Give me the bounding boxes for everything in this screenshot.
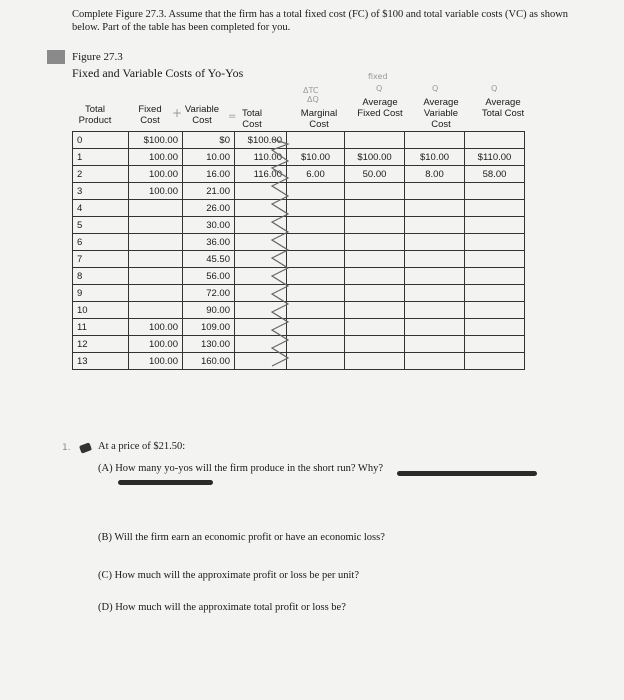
table-row: [73, 268, 525, 285]
table-cell: [405, 285, 465, 302]
table-cell: $110.00: [465, 149, 525, 166]
table-cell: [345, 336, 405, 353]
table-cell: 36.00: [183, 234, 235, 251]
table-cell: [129, 234, 183, 251]
scribble-mark: [397, 471, 537, 476]
table-cell: [405, 319, 465, 336]
table-cell: [287, 200, 345, 217]
table-row: [73, 285, 525, 302]
table-cell: [405, 183, 465, 200]
annotation-delta-q: ΔQ: [307, 95, 319, 104]
table-cell: 6: [73, 234, 129, 251]
table-cell: 100.00: [129, 336, 183, 353]
figure-label: Figure 27.3: [72, 51, 123, 63]
table-cell: 9: [73, 285, 129, 302]
table-cell: 8.00: [405, 166, 465, 183]
table-cell: [129, 251, 183, 268]
table-cell: 100.00: [129, 353, 183, 370]
table-cell: [405, 353, 465, 370]
table-cell: [405, 200, 465, 217]
table-cell: $0: [183, 132, 235, 149]
table-cell: [405, 132, 465, 149]
figure-title: Fixed and Variable Costs of Yo-Yos: [72, 66, 244, 80]
question-a: (A) How many yo-yos will the firm produce in the short run? Why?: [98, 463, 383, 474]
table-cell: 26.00: [183, 200, 235, 217]
table-cell: [465, 200, 525, 217]
table-cell: 30.00: [183, 217, 235, 234]
table-cell: 100.00: [129, 319, 183, 336]
table-cell: [465, 302, 525, 319]
table-cell: 0: [73, 132, 129, 149]
table-cell: [129, 200, 183, 217]
annotation-delta-tc: ΔTC: [303, 86, 319, 95]
table-cell: $10.00: [287, 149, 345, 166]
question-prompt: At a price of $21.50:: [98, 441, 186, 452]
table-cell: [405, 268, 465, 285]
instructions: Complete Figure 27.3. Assume that the firm has a total fixed cost (FC) of $100 and total variable costs (VC) as shown below. Part of the table has been completed for you.: [72, 9, 569, 33]
header-total-cost: Total Cost: [241, 108, 263, 130]
table-cell: 110.00: [235, 149, 287, 166]
table-cell: [405, 217, 465, 234]
header-average-variable-cost: Average Variable Cost: [423, 97, 459, 130]
table-cell: [287, 183, 345, 200]
cost-table: [72, 131, 525, 370]
table-cell: 10.00: [183, 149, 235, 166]
table-cell: 100.00: [129, 149, 183, 166]
table-cell: [345, 183, 405, 200]
table-cell: [465, 234, 525, 251]
annotation-q2: Q: [432, 84, 439, 93]
table-row: [73, 353, 525, 370]
question-c: (C) How much will the approximate profit or loss be per unit?: [98, 570, 359, 581]
header-marginal-cost: Marginal Cost: [300, 108, 338, 130]
table-cell: [345, 217, 405, 234]
table-row: [73, 336, 525, 353]
table-cell: 8: [73, 268, 129, 285]
table-cell: 2: [73, 166, 129, 183]
table-row: [73, 149, 525, 166]
table-cell: [465, 353, 525, 370]
table-row: [73, 302, 525, 319]
table-cell: [287, 132, 345, 149]
table-cell: [129, 302, 183, 319]
table-cell: 45.50: [183, 251, 235, 268]
table-cell: 56.00: [183, 268, 235, 285]
table-cell: 6.00: [287, 166, 345, 183]
table-cell: $100.00: [129, 132, 183, 149]
table-cell: 100.00: [129, 166, 183, 183]
annotation-plus: +: [172, 106, 183, 120]
table-cell: [405, 234, 465, 251]
table-cell: 116.00: [235, 166, 287, 183]
table-cell: 50.00: [345, 166, 405, 183]
table-cell: [129, 285, 183, 302]
table-cell: [405, 302, 465, 319]
table-cell: 7: [73, 251, 129, 268]
table-cell: [465, 268, 525, 285]
table-cell: [345, 132, 405, 149]
table-row: [73, 251, 525, 268]
table-row: [73, 166, 525, 183]
question-b: (B) Will the firm earn an economic profit or have an economic loss?: [98, 532, 385, 543]
table-cell: 10: [73, 302, 129, 319]
table-row: [73, 183, 525, 200]
table-cell: [465, 285, 525, 302]
table-cell: 100.00: [129, 183, 183, 200]
header-total-product: Total Product: [78, 104, 112, 126]
header-fixed-cost: Fixed Cost: [138, 104, 162, 126]
table-cell: $100.00: [235, 132, 287, 149]
table-cell: [287, 217, 345, 234]
table-cell: [405, 336, 465, 353]
table-cell: 12: [73, 336, 129, 353]
table-row: [73, 200, 525, 217]
table-cell: $10.00: [405, 149, 465, 166]
table-cell: [129, 268, 183, 285]
table-cell: [287, 285, 345, 302]
zigzag-scribble: [220, 131, 292, 371]
table-cell: [287, 319, 345, 336]
question-d: (D) How much will the approximate total profit or loss be?: [98, 602, 346, 613]
table-cell: [465, 251, 525, 268]
table-cell: [405, 251, 465, 268]
table-cell: 1: [73, 149, 129, 166]
question-number: 1.: [62, 443, 71, 453]
table-cell: $100.00: [345, 149, 405, 166]
table-row: [73, 217, 525, 234]
table-cell: [465, 183, 525, 200]
table-cell: 16.00: [183, 166, 235, 183]
figure-icon: [47, 50, 65, 64]
table-cell: 160.00: [183, 353, 235, 370]
table-cell: [345, 302, 405, 319]
annotation-fixed: fixed: [368, 72, 388, 81]
table-cell: [345, 251, 405, 268]
table-cell: 90.00: [183, 302, 235, 319]
table-cell: [465, 319, 525, 336]
table-cell: 4: [73, 200, 129, 217]
table-cell: [465, 336, 525, 353]
annotation-q1: Q: [376, 84, 383, 93]
table-cell: [129, 217, 183, 234]
table-cell: [287, 268, 345, 285]
table-cell: 11: [73, 319, 129, 336]
table-cell: 130.00: [183, 336, 235, 353]
table-cell: 13: [73, 353, 129, 370]
table-row: [73, 234, 525, 251]
table-cell: 21.00: [183, 183, 235, 200]
annotation-q3: Q: [491, 84, 498, 93]
table-cell: [345, 285, 405, 302]
annotation-equals: =: [228, 111, 237, 122]
table-cell: [287, 302, 345, 319]
table-cell: [465, 132, 525, 149]
scribble-mark: [118, 480, 213, 485]
table-cell: [287, 251, 345, 268]
table-cell: [287, 234, 345, 251]
header-average-total-cost: Average Total Cost: [481, 97, 525, 119]
table-cell: 58.00: [465, 166, 525, 183]
zigzag-line: [272, 139, 288, 366]
table-cell: 109.00: [183, 319, 235, 336]
table-cell: [345, 353, 405, 370]
table-row: [73, 319, 525, 336]
table-cell: [345, 234, 405, 251]
header-average-fixed-cost: Average Fixed Cost: [357, 97, 403, 119]
table-cell: [345, 200, 405, 217]
table-cell: [345, 319, 405, 336]
table-cell: [287, 336, 345, 353]
pencil-icon: [79, 442, 92, 453]
table-cell: 3: [73, 183, 129, 200]
table-cell: 72.00: [183, 285, 235, 302]
header-variable-cost: Variable Cost: [184, 104, 220, 126]
table-cell: 5: [73, 217, 129, 234]
table-cell: [287, 353, 345, 370]
table-cell: [345, 268, 405, 285]
table-row: [73, 132, 525, 149]
table-cell: [465, 217, 525, 234]
